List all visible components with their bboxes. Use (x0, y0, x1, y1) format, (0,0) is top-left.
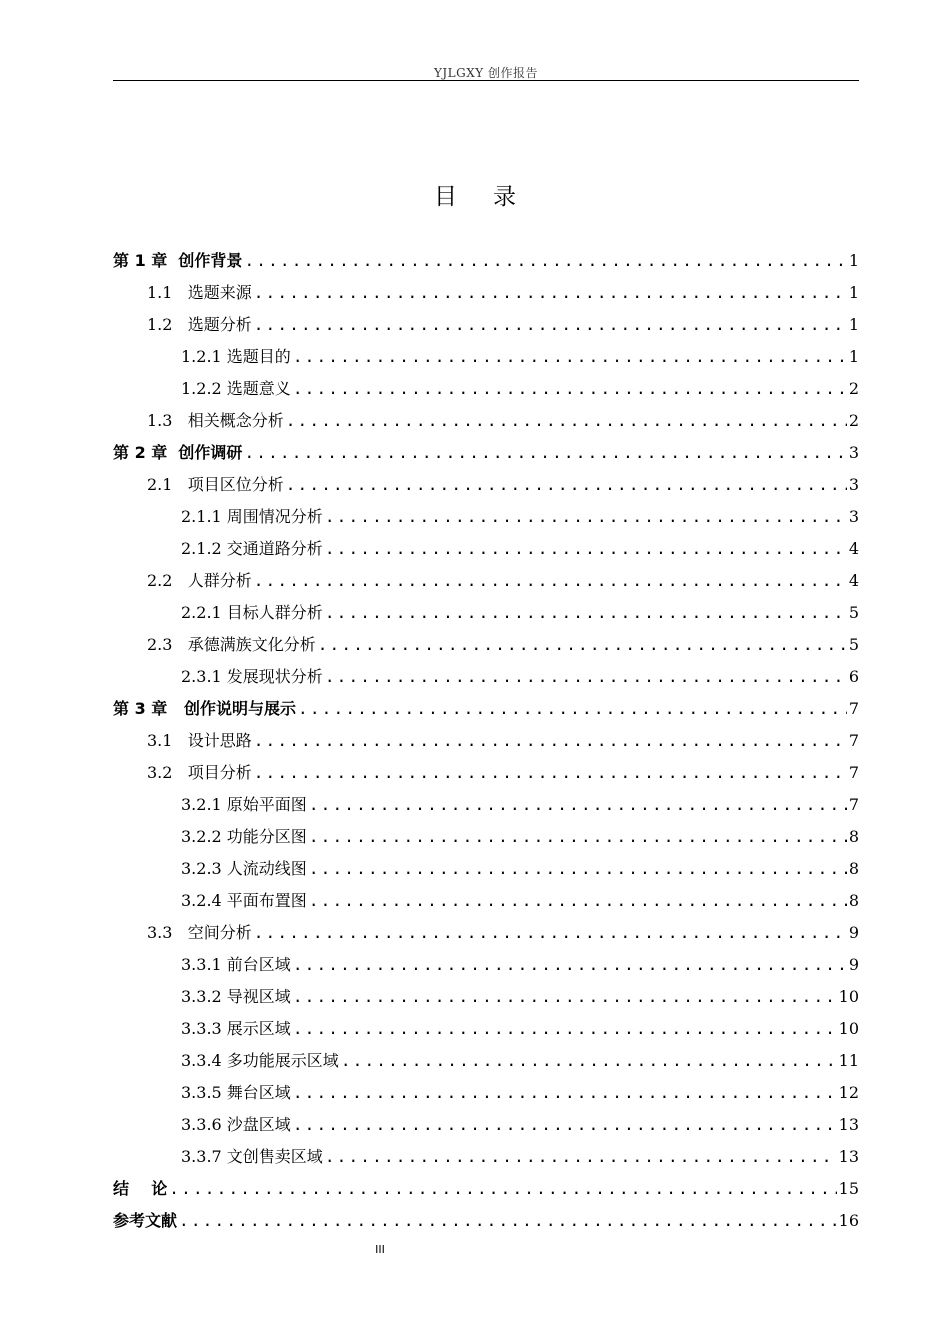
toc-entry-label: 选题意义 (226, 379, 291, 398)
toc-entry-number: 2.1.2 (181, 539, 227, 558)
toc-entry[interactable] (147, 277, 859, 309)
toc-entry[interactable] (147, 725, 859, 757)
toc-entry-page: 10 (838, 1019, 859, 1038)
toc-entry-label: 目标人群分析 (226, 603, 323, 622)
toc-entry-page: 1 (848, 251, 859, 270)
toc-entry-page: 3 (848, 507, 859, 526)
toc-entry-page: 3 (848, 475, 859, 494)
toc-entry[interactable] (181, 597, 859, 629)
toc-entry-page: 7 (848, 763, 859, 782)
toc-dot-leader (254, 917, 847, 949)
toc-entry-label: 前台区域 (226, 955, 291, 974)
toc-entry-label: 发展现状分析 (226, 667, 323, 686)
toc-entry-number: 3.3.4 (181, 1051, 227, 1070)
toc-entry-number: 3.3.5 (181, 1083, 227, 1102)
toc-entry-label: 舞台区域 (226, 1083, 291, 1102)
toc-entry[interactable] (181, 533, 859, 565)
toc-entry[interactable] (147, 629, 859, 661)
toc-entry-page: 5 (848, 603, 859, 622)
toc-dot-leader (325, 501, 847, 533)
toc-dot-leader (325, 1141, 837, 1173)
toc-entry-label: 展示区域 (226, 1019, 291, 1038)
toc-entry-label: 平面布置图 (226, 891, 307, 910)
page-header: YJLGXY 创作报告 (433, 66, 539, 80)
toc-entry-page: 6 (848, 667, 859, 686)
toc-entry-label: 项目区位分析 (187, 475, 284, 494)
toc-entry-page: 1 (848, 315, 859, 334)
toc-entry-number: 2.1 (147, 475, 188, 494)
toc-entry[interactable] (113, 245, 859, 277)
toc-dot-leader (286, 469, 847, 501)
toc-entry-label: 选题分析 (187, 315, 252, 334)
toc-dot-leader (293, 981, 837, 1013)
toc-entry-number: 第 2 章 (113, 443, 179, 462)
toc-entry-label: 人流动线图 (226, 859, 307, 878)
toc-entry-page: 2 (848, 411, 859, 430)
toc-dot-leader (254, 757, 847, 789)
toc-entry-label: 沙盘区域 (226, 1115, 291, 1134)
toc-entry-number: 1.2.2 (181, 379, 227, 398)
toc-entry-label: 功能分区图 (226, 827, 307, 846)
toc-entry-page: 15 (838, 1179, 859, 1198)
toc-entry[interactable] (147, 405, 859, 437)
toc-dot-leader (293, 1109, 837, 1141)
toc-entry-label: 创作背景 (178, 251, 243, 270)
toc-dot-leader (286, 405, 847, 437)
toc-entry-page: 8 (848, 859, 859, 878)
toc-entry-page: 1 (848, 347, 859, 366)
toc-dot-leader (179, 1205, 837, 1237)
toc-entry[interactable] (113, 1205, 859, 1237)
toc-entry-label: 设计思路 (187, 731, 252, 750)
toc-entry[interactable] (181, 821, 859, 853)
toc-entry-page: 11 (838, 1051, 859, 1070)
toc-entry-label: 人群分析 (187, 571, 252, 590)
toc-entry[interactable] (181, 1045, 859, 1077)
toc-entry-page: 5 (848, 635, 859, 654)
toc-dot-leader (254, 725, 847, 757)
toc-dot-leader (254, 565, 847, 597)
toc-entry[interactable] (147, 565, 859, 597)
toc-entry-label: 创作说明与展示 (184, 699, 297, 718)
toc-entry-number: 2.1.1 (181, 507, 227, 526)
toc-entry-number: 3.1 (147, 731, 188, 750)
toc-dot-leader (309, 821, 847, 853)
toc-dot-leader (244, 437, 846, 469)
toc-entry-page: 9 (848, 923, 859, 942)
toc-entry-page: 12 (838, 1083, 859, 1102)
toc-entry-label: 相关概念分析 (187, 411, 284, 430)
toc-dot-leader (318, 629, 847, 661)
toc-entry-number: 3.2.3 (181, 859, 227, 878)
toc-entry-label: 空间分析 (187, 923, 252, 942)
toc-entry-label: 文创售卖区域 (226, 1147, 323, 1166)
toc-entry-number: 3.2.2 (181, 827, 227, 846)
toc-entry[interactable] (181, 501, 859, 533)
toc-dot-leader (309, 885, 847, 917)
toc-entry[interactable] (181, 1141, 859, 1173)
toc-entry-number: 3.2.4 (181, 891, 227, 910)
toc-entry-number: 2.2.1 (181, 603, 227, 622)
toc-entry-label: 参考文献 (113, 1211, 178, 1230)
toc-entry-page: 7 (848, 699, 859, 718)
toc-entry[interactable] (181, 789, 859, 821)
toc-entry-number: 第 3 章 (113, 699, 184, 718)
page-title: 目录 (434, 184, 552, 210)
toc-entry[interactable] (181, 1013, 859, 1045)
toc-entry[interactable] (181, 981, 859, 1013)
toc-dot-leader (293, 1077, 837, 1109)
toc-dot-leader (298, 693, 847, 725)
toc-entry-label: 周围情况分析 (226, 507, 323, 526)
toc-entry[interactable] (113, 1173, 859, 1205)
toc-entry-number: 2.2 (147, 571, 188, 590)
toc-entry-page: 13 (838, 1147, 859, 1166)
toc-entry[interactable] (181, 373, 859, 405)
toc-entry[interactable] (181, 661, 859, 693)
toc-entry-page: 7 (848, 795, 859, 814)
toc-entry-number: 1.1 (147, 283, 188, 302)
toc-entry-number: 3.3.7 (181, 1147, 227, 1166)
header-rule (113, 80, 859, 81)
toc-entry-label: 交通道路分析 (226, 539, 323, 558)
toc-entry[interactable] (181, 341, 859, 373)
toc-entry-page: 9 (848, 955, 859, 974)
toc-entry[interactable] (147, 469, 859, 501)
toc-entry[interactable] (181, 1109, 859, 1141)
toc-entry[interactable] (181, 949, 859, 981)
toc-entry[interactable] (113, 437, 859, 469)
toc-entry-page: 13 (838, 1115, 859, 1134)
toc-entry-label: 承德满族文化分析 (187, 635, 316, 654)
toc-entry-number: 3.2.1 (181, 795, 227, 814)
toc-dot-leader (254, 277, 847, 309)
toc-entry[interactable] (181, 885, 859, 917)
toc-dot-leader (254, 309, 847, 341)
toc-entry[interactable] (113, 693, 859, 725)
toc-entry-number: 3.3.2 (181, 987, 227, 1006)
toc-dot-leader (309, 789, 847, 821)
toc-entry[interactable] (147, 917, 859, 949)
toc-entry-number: 第 1 章 (113, 251, 179, 270)
toc-entry-number: 1.3 (147, 411, 188, 430)
toc-entry-page: 1 (848, 283, 859, 302)
toc-entry-number: 3.3.1 (181, 955, 227, 974)
toc-entry-number: 2.3.1 (181, 667, 227, 686)
toc-entry[interactable] (147, 757, 859, 789)
toc-dot-leader (244, 245, 846, 277)
toc-entry-label: 项目分析 (187, 763, 252, 782)
toc-dot-leader (293, 949, 847, 981)
toc-dot-leader (341, 1045, 837, 1077)
toc-dot-leader (325, 533, 847, 565)
footer-page-number: III (375, 1243, 385, 1256)
toc-entry-page: 10 (838, 987, 859, 1006)
toc-entry-label: 导视区域 (226, 987, 291, 1006)
toc-entry-number: 2.3 (147, 635, 188, 654)
toc-dot-leader (293, 341, 847, 373)
toc-dot-leader (293, 1013, 837, 1045)
toc-entry-number: 3.3.3 (181, 1019, 227, 1038)
toc-entry-page: 16 (838, 1211, 859, 1230)
toc-entry-page: 8 (848, 891, 859, 910)
toc-entry-number: 1.2 (147, 315, 188, 334)
toc-entry-label: 原始平面图 (226, 795, 307, 814)
toc-entry[interactable] (181, 1077, 859, 1109)
toc-entry-number: 3.3.6 (181, 1115, 227, 1134)
toc-entry-label: 创作调研 (178, 443, 243, 462)
toc-entry-page: 4 (848, 571, 859, 590)
toc-entry-number: 1.2.1 (181, 347, 227, 366)
toc-dot-leader (309, 853, 847, 885)
toc-entry[interactable] (147, 309, 859, 341)
toc-dot-leader (293, 373, 847, 405)
toc-entry-page: 8 (848, 827, 859, 846)
toc-entry-number: 3.2 (147, 763, 188, 782)
toc-entry-label: 选题来源 (187, 283, 252, 302)
toc-entry-page: 7 (848, 731, 859, 750)
toc-entry-page: 2 (848, 379, 859, 398)
toc-dot-leader (325, 661, 847, 693)
toc-dot-leader (169, 1173, 836, 1205)
toc-entry-number: 3.3 (147, 923, 188, 942)
toc-entry-label: 多功能展示区域 (226, 1051, 339, 1070)
toc-dot-leader (325, 597, 847, 629)
toc-entry-page: 3 (848, 443, 859, 462)
toc-entry[interactable] (181, 853, 859, 885)
toc-entry-label: 结 论 (113, 1179, 168, 1198)
toc-entry-label: 选题目的 (226, 347, 291, 366)
toc-entry-page: 4 (848, 539, 859, 558)
